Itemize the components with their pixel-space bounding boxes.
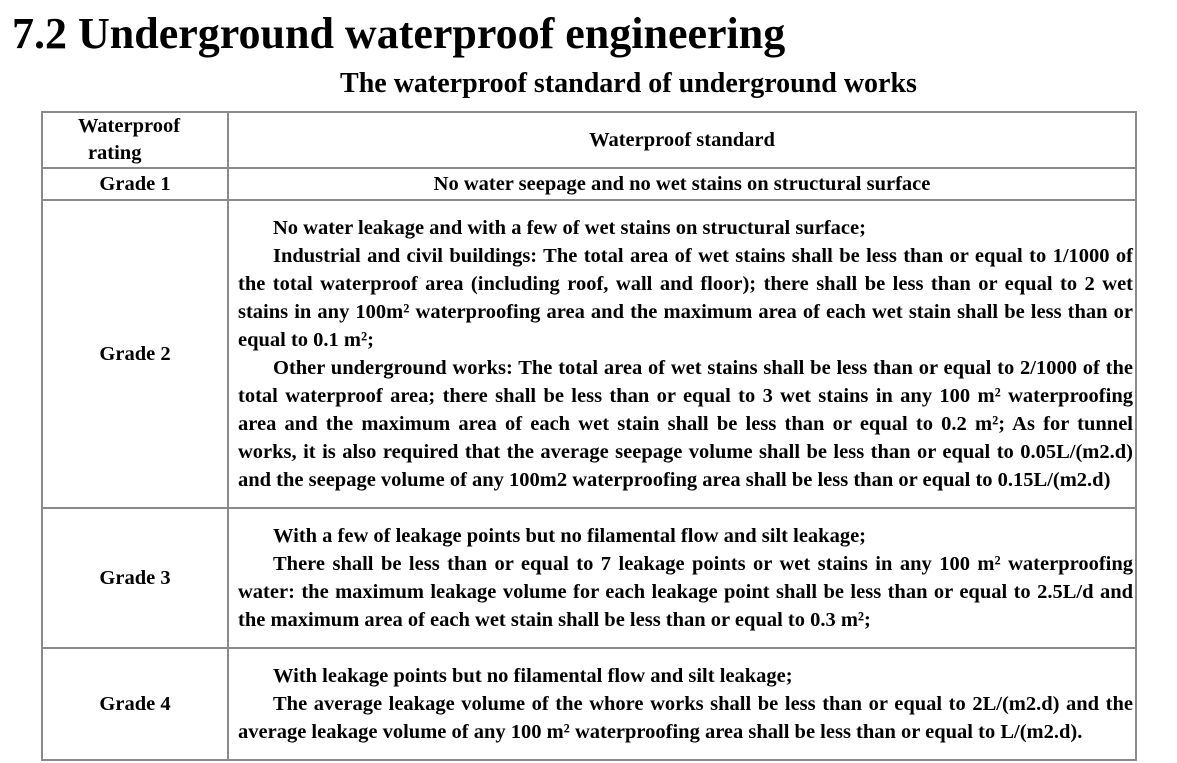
standard-paragraph: Industrial and civil buildings: The total area of wet stains shall be less than or equal to 1/1000 of the total waterproof area (including roof, wall and floor); there shall be less than or equal to 2 wet stains in any 100m² waterproofing area and the maximum area of each wet stain shall be less than or equal to 0.1 m²; <box>238 245 1133 351</box>
standard-cell <box>228 648 1136 760</box>
grade-cell: Grade 3 <box>42 508 228 648</box>
header-rating-label <box>78 113 180 167</box>
table-title: The waterproof standard of underground works <box>340 68 917 99</box>
standard-paragraph: There shall be less than or equal to 7 leakage points or wet stains in any 100 m² waterproofing water: the maximum leakage volume for each leakage point shall be less than or equal to 2.5L/d and the maximum area of each wet stain shall be less than or equal to 0.3 m²; <box>238 553 1133 631</box>
standard-cell <box>228 508 1136 648</box>
standard-cell <box>228 168 1136 200</box>
standard-paragraph: No water leakage and with a few of wet stains on structural surface; <box>273 217 866 239</box>
table-row <box>42 200 1136 508</box>
standard-paragraph: With leakage points but no filamental flow and silt leakage; <box>273 665 793 687</box>
header-rating-line1: Waterproof <box>77 115 181 137</box>
table-row <box>42 508 1136 648</box>
table-row <box>42 168 1136 200</box>
standard-cell <box>228 200 1136 508</box>
standard-paragraph: With a few of leakage points but no filamental flow and silt leakage; <box>273 525 866 547</box>
table-header-row <box>42 112 1136 168</box>
grade-cell: Grade 2 <box>42 200 228 508</box>
standard-paragraph: The average leakage volume of the whore works shall be less than or equal to 2L/(m2.d) and the average leakage volume of any 100 m² waterproofing area shall be less than or equal to L/(m2.d). <box>238 693 1133 743</box>
table-row <box>42 648 1136 760</box>
grade-cell: Grade 4 <box>42 648 228 760</box>
header-rating-cell <box>42 112 228 168</box>
standard-text: No water seepage and no wet stains on structural surface <box>433 173 931 195</box>
waterproof-standard-table <box>41 111 1137 761</box>
standard-paragraph: Other underground works: The total area of wet stains shall be less than or equal to 2/1000 of the total waterproof area; there shall be less than or equal to 3 wet stains in any 100 m² waterproofing area and the maximum area of each wet stain shall be less than or equal to 0.2 m²; As for tunnel works, it is also required that the average seepage volume shall be less than or equal to 0.05L/(m2.d) and the seepage volume of any 100m2 waterproofing area shall be less than or equal to 0.15L/(m2.d) <box>238 357 1133 491</box>
header-standard-cell: Waterproof standard <box>228 112 1136 168</box>
page-title: 7.2 Underground waterproof engineering <box>12 9 786 58</box>
grade-cell: Grade 1 <box>42 168 228 200</box>
header-rating-line2: rating <box>87 142 142 164</box>
